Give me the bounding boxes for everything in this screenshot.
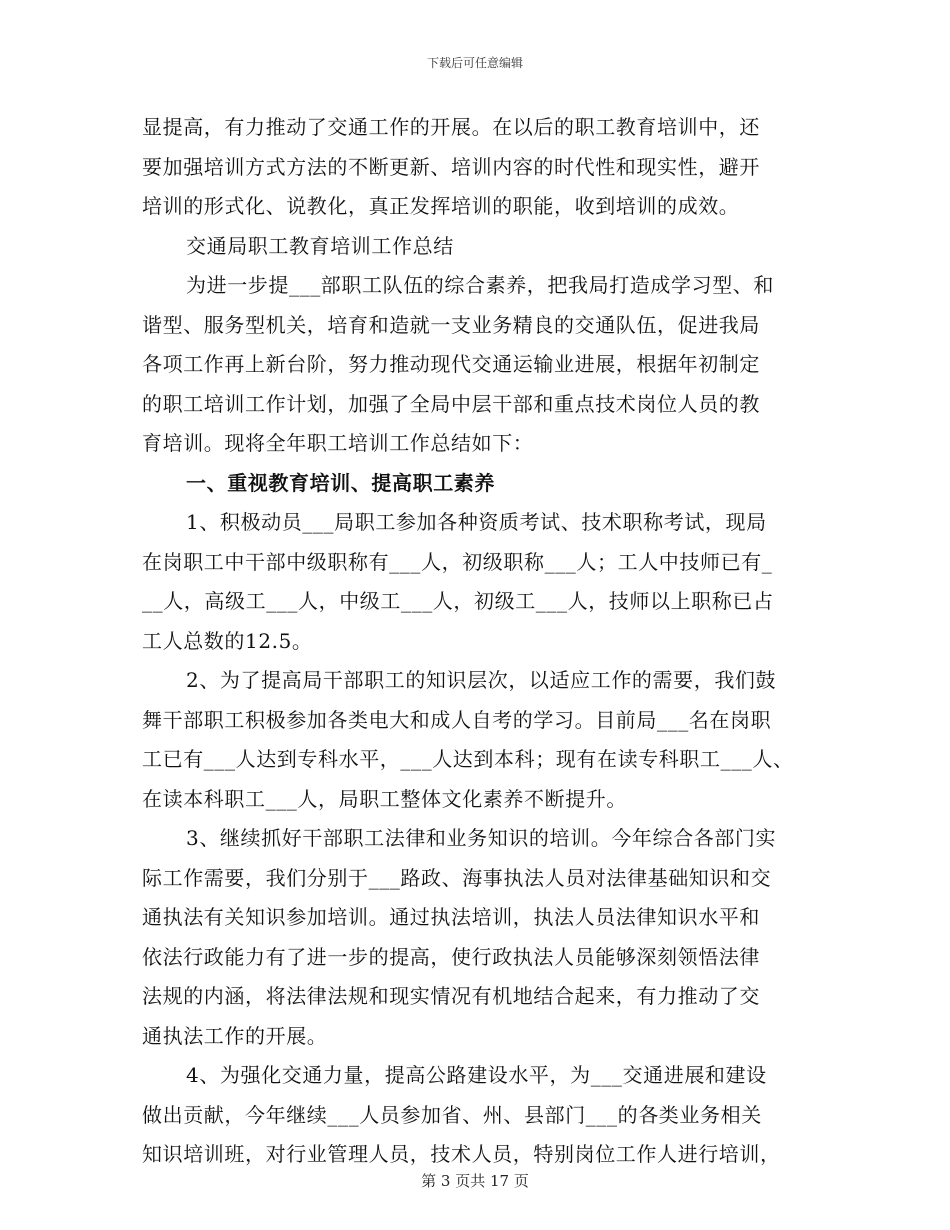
text-line: 显提高，有力推动了交通工作的开展。在以后的职工教育培训中，还 [142,115,760,139]
document-body [142,108,810,1175]
text-line: 各项工作再上新台阶，努力推动现代交通运输业进展，根据年初制定 [142,352,760,376]
text-line: 舞干部职工积极参加各类电大和成人自考的学习。目前局___名在岗职 [142,707,772,732]
page-number-footer: 第 3 页共 17 页 [421,1172,529,1190]
text-line: __人，高级工___人，中级工___人，初级工___人，技师以上职称已占 [142,589,774,613]
text-line: 工已有___人达到专科水平，___人达到本科；现有在读专科职工___人、 [142,747,794,771]
document-title: 交通局职工教育培训工作总结 [186,233,454,258]
text-line: 培训的形式化、说教化，真正发挥培训的职能，收到培训的成效。 [142,194,740,218]
page-header-note: 下载后可任意编辑 [426,56,523,70]
text-line: 要加强培训方式方法的不断更新、培训内容的时代性和现实性，避开 [142,154,760,179]
text-line: 通执法有关知识参加培训。通过执法培训，执法人员法律知识水平和 [142,905,760,929]
text-line: 依法行政能力有了进一步的提高，使行政执法人员能够深刻领悟法律 [142,944,760,969]
text-line: 育培训。现将全年职工培训工作总结如下： [142,431,534,455]
text-line: 在读本科职工___人，局职工整体文化素养不断提升。 [142,786,627,811]
text-line: 法规的内涵，将法律法规和现实情况有机地结合起来，有力推动了交 [142,984,760,1008]
text-line: 1、积极动员___局职工参加各种资质考试、技术职称考试，现局 [186,510,767,534]
text-line: 在岗职工中干部中级职称有___人，初级职称___人；工人中技师已有_ [142,549,773,574]
text-line: 做出贡献，今年继续___人员参加省、州、县部门___的各类业务相关 [142,1102,762,1127]
text-line: 谐型、服务型机关，培育和造就一支业务精良的交通队伍，促进我局 [142,312,760,337]
text-line: 2、为了提高局干部职工的知识层次，以适应工作的需要，我们鼓 [186,668,777,692]
text-line: 为进一步提___部职工队伍的综合素养，把我局打造成学习型、和 [186,273,774,297]
text-line: 知识培训班，对行业管理人员，技术人员，特别岗位工作人进行培训， [142,1142,781,1166]
text-line: 4、为强化交通力量，提高公路建设水平，为___交通进展和建设 [186,1063,767,1087]
text-line: 通执法工作的开展。 [142,1023,328,1048]
text-line: 3、继续抓好干部职工法律和业务知识的培训。今年综合各部门实 [186,826,777,850]
section-heading: 一、重视教育培训、提高职工素养 [186,470,495,495]
text-line: 的职工培训工作计划，加强了全局中层干部和重点技术岗位人员的教 [142,391,760,416]
text-line: 工人总数的12.5。 [142,628,313,653]
text-line: 际工作需要，我们分别于___路政、海事执法人员对法律基础知识和交 [142,865,772,890]
